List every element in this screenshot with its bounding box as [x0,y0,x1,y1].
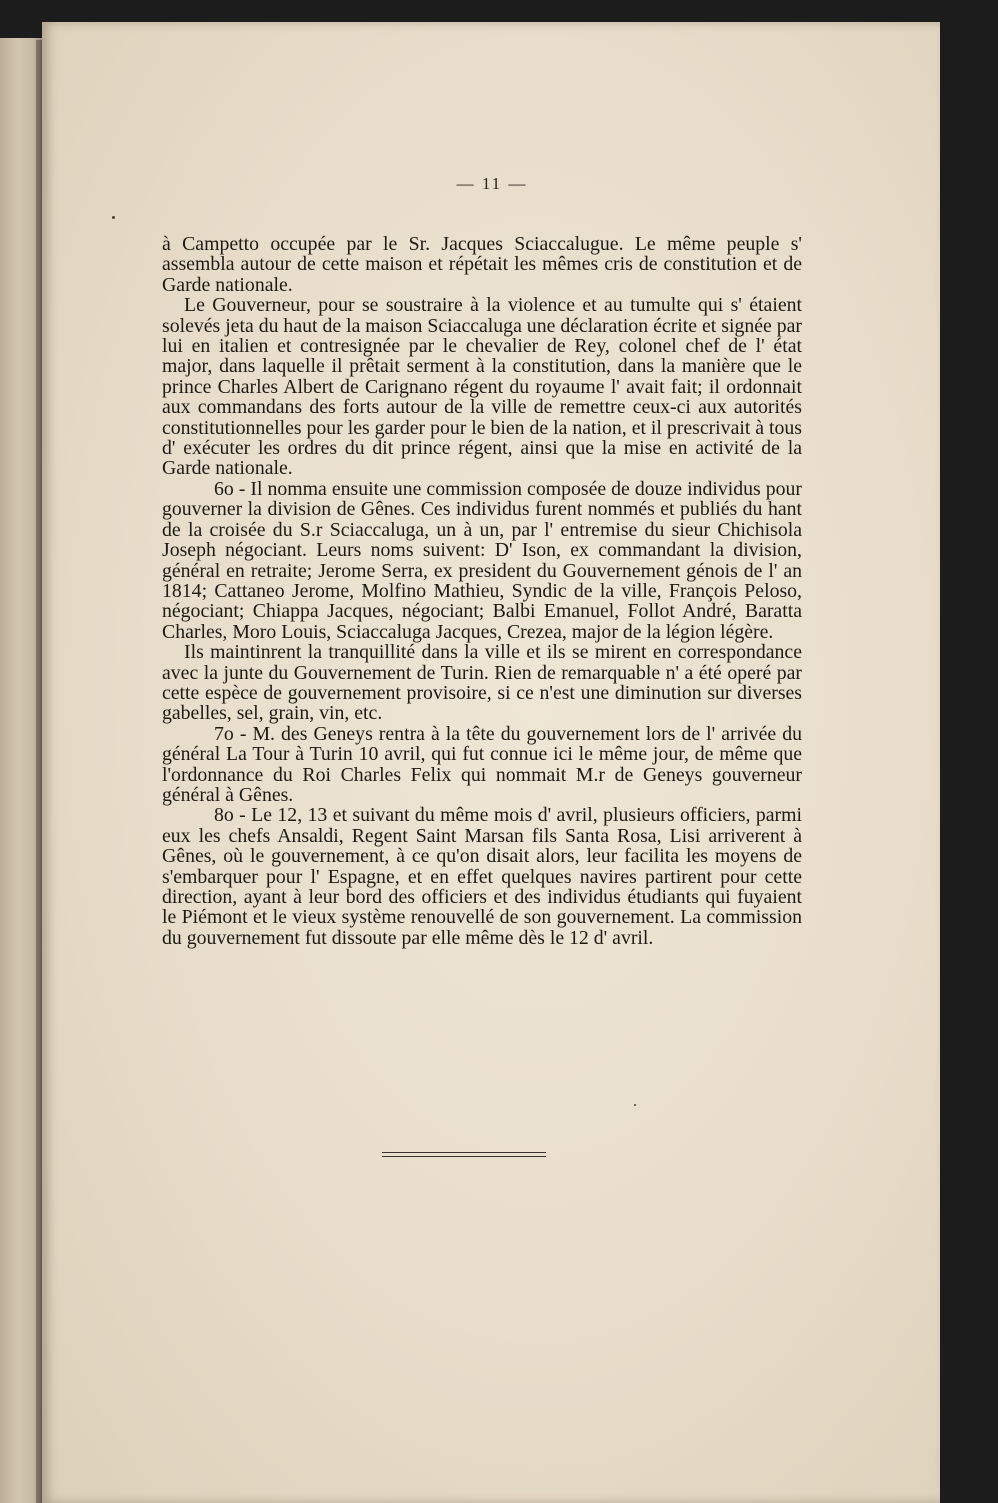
paragraph: 7o - M. des Geneys rentra à la tête du gouvernement lors de l' arrivée du général La Tour à Turin 10 avril, qui fut connue ici le même jour, de même que l'ordonnance du Roi Charles Felix qui nommait M.r de Geneys gouverneur général à Gênes. [162,722,802,806]
book-page [42,22,940,1503]
paper-speck [112,216,115,219]
paper-speck [634,1104,636,1106]
paragraph: à Campetto occupée par le Sr. Jacques Sciaccalugue. Le même peuple s' assembla autour de cette maison et répétait les mêmes cris de constitution et de Garde nationale. [162,233,802,296]
paragraph: 6o - Il nomma ensuite une commission composée de douze individus pour gouverner la division de Gênes. Ces individus furent nommés et publiés du hant de la croisée du S.r Sciaccaluga, un à un, par l' entremise du sieur Chichisola Joseph négociant. Leurs noms suivent: D' Ison, ex commandant la division, général en retraite; Jerome Serra, ex president du Gouvernement génois de l' an 1814; Cattaneo Jerome, Molfino Mathieu, Syndic de la ville, François Peloso, négociant; Chiappa Jacques, négociant; Balbi Emanuel, Follot André, Baratta Charles, Moro Louis, Sciaccaluga Jacques, Crezea, major de la légion légère. [162,477,802,643]
body-text [162,234,802,948]
paragraph: Ils maintinrent la tranquillité dans la ville et ils se mirent en correspondance avec la junte du Gouvernement de Turin. Rien de remarquable n' a été operé par cette espèce de gouvernement provisoire, si ce n'est une diminution sur diverses gabelles, sel, grain, vin, etc. [162,641,802,725]
paragraph: 8o - Le 12, 13 et suivant du même mois d' avril, plusieurs officiers, parmi eux les chefs Ansaldi, Regent Saint Marsan fils Santa Rosa, Lisi arriverent à Gênes, où le gouvernement, à ce qu'on disait alors, leur facilita les moyens de s'embarquer pour l' Espagne, et en effet quelques navires partirent pour cette direction, ayant à leur bord des officiers et des individus étudiants qui fuyaient le Piémont et le vieux système renouvellé de son gouvernement. La commission du gouvernement fut dissoute par elle même dès le 12 d' avril. [162,804,802,949]
page-number: — 11 — [456,174,528,193]
rule-line-bottom [382,1156,546,1157]
paragraph: Le Gouverneur, pour se soustraire à la violence et au tumulte qui s' étaient solevés jeta du haut de la maison Sciaccaluga une déclaration écrite et signée par lui en italien et contresignée par le chevalier de Rey, colonel chef de l' état major, dans laquelle il prêtait serment à la constitution, dans la manière que le prince Charles Albert de Carignano régent du royaume l' avait fait; il ordonnait aux commandans des forts autour de la ville de remettre ceux-ci aux autorités constitutionnelles pour les garder pour le bien de la nation, et il prescrivait à tous d' exécuter les ordres du dit prince régent, ainsi que la mise en activité de la Garde nationale. [162,294,802,480]
rule-line-top [382,1152,546,1153]
